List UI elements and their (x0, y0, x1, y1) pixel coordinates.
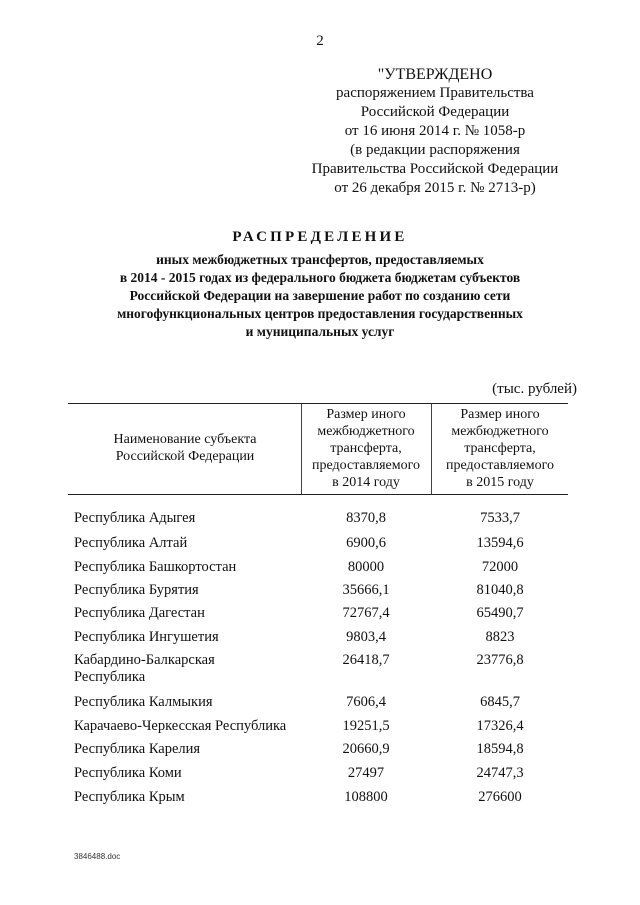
document-file-code: 3846488.doc (74, 852, 121, 861)
value-2014: 108800 (344, 789, 388, 805)
value-2014: 27497 (347, 765, 385, 781)
value-2015: 65490,7 (476, 605, 524, 621)
subject-name: Республика Адыгея (74, 510, 196, 526)
value-2015: 72000 (481, 559, 519, 575)
table-header-bottom-rule (68, 494, 568, 495)
value-2015: 23776,8 (476, 652, 524, 668)
subject-name: Республика Коми (74, 765, 182, 781)
approval-line: Правительства Российской Федерации (311, 161, 559, 177)
document-title: РАСПРЕДЕЛЕНИЕ (232, 229, 408, 245)
header-line: Размер иного (460, 407, 540, 422)
table-row (0, 765, 640, 789)
subject-name (74, 652, 215, 686)
value-2015: 8823 (485, 629, 515, 645)
value-2014: 9803,4 (346, 629, 386, 645)
approval-line: от 26 декабря 2015 г. № 2713-р) (334, 180, 536, 196)
header-2015 (432, 406, 568, 491)
subject-name: Карачаево-Черкесская Республика (74, 718, 287, 734)
subject-name: Республика Дагестан (74, 605, 205, 621)
table-row (0, 605, 640, 629)
value-2015: 17326,4 (476, 718, 524, 734)
approval-line: Российской Федерации (360, 104, 510, 120)
approval-line: (в редакции распоряжения (350, 142, 520, 158)
subtitle-line: многофункциональных центров предоставления государственных (117, 306, 523, 321)
header-line: Российской Федерации (115, 449, 255, 464)
value-2014: 80000 (347, 559, 385, 575)
header-line: в 2014 году (332, 475, 400, 490)
approval-line: от 16 июня 2014 г. № 1058-р (344, 123, 526, 139)
table-row (0, 741, 640, 765)
units-label: (тыс. рублей) (492, 381, 577, 397)
header-2014 (302, 406, 430, 491)
header-line: предоставляемого (445, 458, 555, 473)
subject-name-line: Республика (74, 669, 146, 685)
approval-stamp (300, 65, 570, 198)
table-top-rule (68, 403, 568, 404)
header-line: трансферта, (330, 441, 402, 456)
table-row (0, 694, 640, 718)
subject-name: Республика Башкортостан (74, 559, 237, 575)
subtitle-line: иных межбюджетных трансфертов, предоставляемых (156, 252, 484, 267)
value-2014: 20660,9 (342, 741, 390, 757)
approval-line: "УТВЕРЖДЕНО (377, 66, 493, 83)
subtitle-line: Российской Федерации на завершение работ по созданию сети (129, 288, 511, 303)
value-2015: 276600 (478, 789, 522, 805)
header-subject-name (70, 431, 300, 465)
value-2015: 81040,8 (476, 582, 524, 598)
value-2015: 24747,3 (476, 765, 524, 781)
subtitle-line: в 2014 - 2015 годах из федерального бюджета бюджетам субъектов (119, 270, 521, 285)
subject-name: Республика Ингушетия (74, 629, 219, 645)
value-2014: 35666,1 (342, 582, 390, 598)
value-2014: 6900,6 (346, 535, 386, 551)
value-2014: 8370,8 (346, 510, 386, 526)
subject-name: Республика Калмыкия (74, 694, 213, 710)
table-row (0, 718, 640, 742)
subject-name-line: Кабардино-Балкарская (74, 652, 215, 668)
value-2015: 18594,8 (476, 741, 524, 757)
header-line: межбюджетного (451, 424, 549, 439)
table-row (0, 652, 640, 692)
header-line: межбюджетного (317, 424, 415, 439)
header-line: Наименование субъекта (113, 432, 257, 447)
value-2015: 13594,6 (476, 535, 524, 551)
table-row (0, 535, 640, 559)
value-2014: 26418,7 (342, 652, 390, 668)
value-2014: 72767,4 (342, 605, 390, 621)
table-row (0, 789, 640, 813)
subject-name: Республика Бурятия (74, 582, 199, 598)
table-row (0, 582, 640, 606)
value-2014: 19251,5 (342, 718, 390, 734)
value-2015: 6845,7 (480, 694, 520, 710)
header-line: Размер иного (326, 407, 406, 422)
value-2014: 7606,4 (346, 694, 386, 710)
header-line: предоставляемого (311, 458, 421, 473)
approval-line: распоряжением Правительства (336, 85, 534, 101)
page-number: 2 (316, 33, 324, 49)
subject-name: Республика Карелия (74, 741, 201, 757)
header-line: трансферта, (464, 441, 536, 456)
table-row (0, 559, 640, 583)
table-row (0, 510, 640, 534)
value-2015: 7533,7 (480, 510, 520, 526)
subject-name: Республика Алтай (74, 535, 188, 551)
subject-name: Республика Крым (74, 789, 185, 805)
subtitle-line: и муниципальных услуг (245, 324, 395, 339)
document-subtitle (60, 251, 580, 341)
header-line: в 2015 году (466, 475, 534, 490)
table-row (0, 629, 640, 653)
